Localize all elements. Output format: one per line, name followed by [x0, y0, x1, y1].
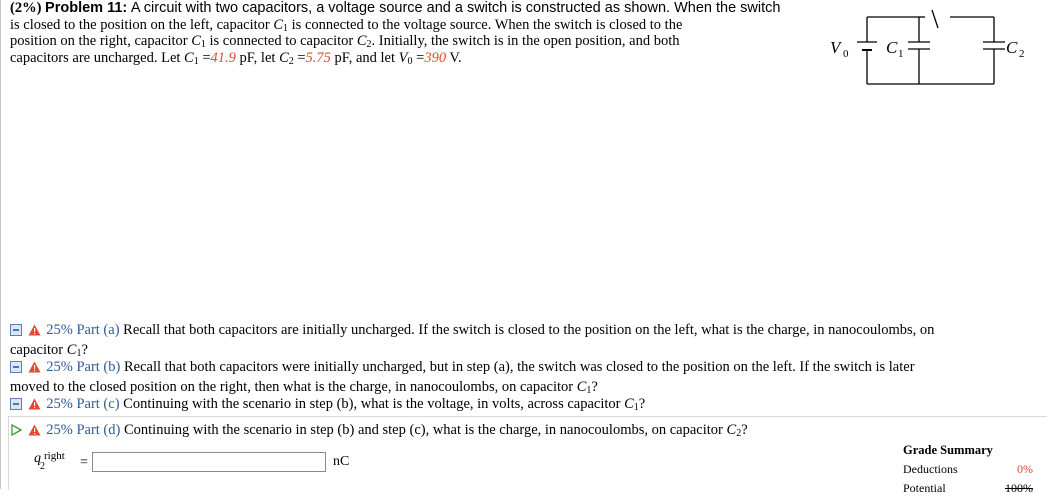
- symbol-c1: C: [66, 341, 77, 358]
- c2-value: 5.75: [305, 49, 331, 66]
- symbol-sub: 1: [283, 22, 289, 34]
- symbol-eq: =: [297, 49, 306, 66]
- deductions-value: 0%: [1017, 462, 1033, 476]
- answer-unit: nC: [333, 454, 350, 469]
- deductions-row: [903, 462, 1033, 477]
- part-d[interactable]: [10, 422, 1040, 441]
- part-b[interactable]: [10, 359, 1045, 396]
- warning-icon: [28, 361, 41, 379]
- warning-icon: [28, 398, 41, 416]
- symbol-sub: 2: [736, 428, 742, 439]
- symbol-c1: C: [184, 49, 194, 66]
- symbol-c2: C: [726, 422, 737, 438]
- collapse-icon[interactable]: [10, 398, 22, 416]
- part-a-label: 25% Part (a): [46, 322, 120, 338]
- c1-sub: 1: [898, 48, 904, 60]
- part-d-end: ?: [741, 422, 748, 438]
- problem-text-2: is closed to the position on the left, capacitor: [10, 16, 274, 33]
- problem-weight: (2%): [10, 0, 42, 16]
- answer-variable: [34, 450, 65, 472]
- symbol-sub: 1: [193, 55, 199, 67]
- grade-summary-title: Grade Summary: [903, 443, 993, 457]
- symbol-sub: 1: [586, 384, 592, 396]
- potential-label: Potential: [903, 481, 946, 495]
- v0-value: 390: [424, 49, 447, 66]
- play-icon[interactable]: [10, 424, 22, 441]
- collapse-icon[interactable]: [10, 324, 22, 342]
- part-b-label: 25% Part (b): [46, 359, 121, 375]
- part-a-text-cont: capacitor: [10, 341, 67, 358]
- symbol-c1: C: [273, 16, 284, 33]
- answer-var: q: [34, 451, 41, 466]
- c2-sub: 2: [1019, 48, 1025, 60]
- left-border: [0, 0, 1, 489]
- part-c[interactable]: [10, 396, 1045, 416]
- part-a-text: Recall that both capacitors are initially uncharged. If the switch is closed to the position on the left, what is the charge, in nanocoulombs, on: [123, 322, 935, 338]
- answer-equals: =: [80, 455, 88, 470]
- answer-input[interactable]: [92, 452, 326, 472]
- problem-text-5: is connected to capacitor: [205, 33, 357, 49]
- part-a[interactable]: [10, 322, 1045, 359]
- switch-lever: [932, 10, 938, 28]
- part-c-end: ?: [638, 396, 646, 412]
- symbol-sub: 0: [407, 55, 413, 67]
- part-b-end: ?: [591, 378, 598, 395]
- problem-text-3: is connected to the voltage source. When the switch is closed to the: [288, 16, 683, 33]
- grade-summary: [903, 443, 1033, 496]
- part-d-text: Continuing with the scenario in step (b) and step (c), what is the charge, in nanocoulombs, on capacitor: [123, 422, 727, 438]
- symbol-c1: C: [576, 378, 587, 395]
- symbol-v0: V: [398, 49, 408, 66]
- part-d-label: 25% Part (d): [46, 422, 121, 438]
- problem-text-7: capacitors are uncharged. Let: [10, 49, 185, 66]
- part-a-end: ?: [81, 341, 88, 358]
- deductions-label: Deductions: [903, 462, 958, 476]
- warning-icon: [28, 424, 41, 441]
- v0-sub: 0: [843, 48, 849, 60]
- symbol-eq: =: [416, 49, 425, 66]
- symbol-sub: 1: [633, 402, 639, 413]
- answer-var-sub: 2: [40, 461, 45, 472]
- symbol-eq: =: [202, 49, 211, 66]
- symbol-sub: 1: [200, 39, 206, 50]
- problem-text-1: A circuit with two capacitors, a voltage source and a switch is constructed as shown. When the switch: [130, 0, 781, 16]
- problem-text-4: position on the right, capacitor: [10, 33, 192, 49]
- part-b-text-cont: moved to the closed position on the right, then what is the charge, in nanocoulombs, on capacitor: [10, 378, 577, 395]
- answer-var-sup: right: [44, 450, 65, 462]
- c2-unit: pF, and let: [330, 49, 399, 66]
- symbol-c1: C: [191, 33, 201, 49]
- problem-label: Problem 11:: [45, 0, 128, 16]
- symbol-c2: C: [279, 49, 289, 66]
- parts-list: [10, 322, 1045, 416]
- part-c-text: Continuing with the scenario in step (b), what is the voltage, in volts, across capacitor: [123, 396, 625, 412]
- symbol-c1: C: [624, 396, 634, 412]
- symbol-sub: 1: [76, 347, 82, 359]
- potential-value: 100%: [1005, 481, 1033, 495]
- warning-icon: [28, 324, 41, 342]
- circuit-diagram: [822, 4, 1032, 92]
- symbol-c2: C: [356, 33, 367, 49]
- collapse-icon[interactable]: [10, 361, 22, 379]
- v0-label: V: [830, 38, 841, 57]
- symbol-sub: 2: [288, 55, 294, 67]
- c1-unit: pF, let: [235, 49, 280, 66]
- symbol-sub: 2: [366, 39, 372, 50]
- part-b-text: Recall that both capacitors were initially uncharged, but in step (a), the switch was closed to the position on the left. If the switch is later: [123, 359, 915, 375]
- c1-value: 41.9: [210, 49, 236, 66]
- c1-label: C: [886, 38, 898, 57]
- problem-text-6: . Initially, the switch is in the open position, and both: [371, 33, 680, 49]
- problem-statement: [10, 0, 800, 66]
- c2-label: C: [1006, 38, 1018, 57]
- part-c-label: 25% Part (c): [46, 396, 120, 412]
- v0-unit: V.: [446, 49, 462, 66]
